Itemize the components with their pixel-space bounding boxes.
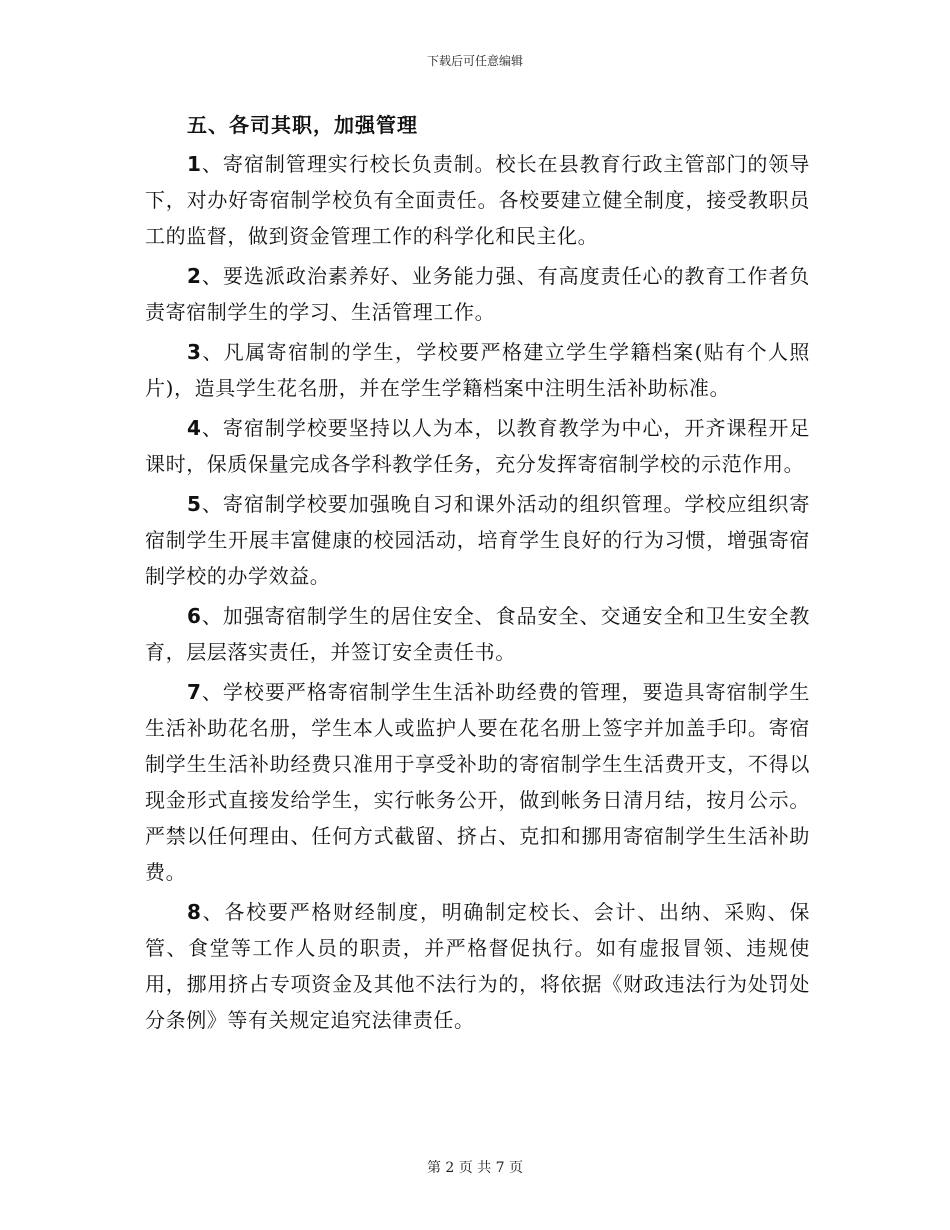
paragraph-number: 6 xyxy=(187,604,202,628)
paragraph-number: 4 xyxy=(187,416,202,440)
paragraph-number: 7 xyxy=(187,680,202,704)
paragraph-number: 3 xyxy=(187,340,202,364)
paragraph-2 xyxy=(145,258,810,330)
paragraph-number: 8 xyxy=(187,900,202,924)
paragraph-text: 、寄宿制学校要坚持以人为本，以教育教学为中心，开齐课程开足课时，保质保量完成各学科教学任务，充分发挥寄宿制学校的示范作用。 xyxy=(145,416,810,476)
paragraph-4 xyxy=(145,410,810,482)
header-note: 下载后可任意编辑 xyxy=(426,54,523,68)
paragraph-text: 、学校要严格寄宿制学生生活补助经费的管理，要造具寄宿制学生生活补助花名册，学生本人或监护人要在花名册上签字并加盖手印。寄宿制学生生活补助经费只准用于享受补助的寄宿制学生生活费开支，不得以现金形式直接发给学生，实行帐务公开，做到帐务日清月结，按月公示。严禁以任何理由、任何方式截留、挤占、克扣和挪用寄宿制学生生活补助费。 xyxy=(145,680,810,884)
paragraph-text: 、要选派政治素养好、业务能力强、有高度责任心的教育工作者负责寄宿制学生的学习、生活管理工作。 xyxy=(145,264,810,324)
paragraph-1 xyxy=(145,146,810,254)
section-title: 五、各司其职，加强管理 xyxy=(187,113,418,137)
paragraph-3 xyxy=(145,334,810,406)
page-footer: 第 2 页 共 7 页 xyxy=(426,1160,524,1176)
paragraph-text: 、凡属寄宿制的学生，学校要严格建立学生学籍档案(贴有个人照片)，造具学生花名册，并在学生学籍档案中注明生活补助标准。 xyxy=(145,340,810,400)
paragraph-text: 、寄宿制管理实行校长负责制。校长在县教育行政主管部门的领导下，对办好寄宿制学校负有全面责任。各校要建立健全制度，接受教职员工的监督，做到资金管理工作的科学化和民主化。 xyxy=(145,152,810,248)
paragraph-5 xyxy=(145,486,810,594)
paragraph-number: 5 xyxy=(187,492,202,516)
paragraph-text: 、寄宿制学校要加强晚自习和课外活动的组织管理。学校应组织寄宿制学生开展丰富健康的校园活动，培育学生良好的行为习惯，增强寄宿制学校的办学效益。 xyxy=(145,492,810,588)
paragraph-8 xyxy=(145,894,810,1038)
paragraph-number: 1 xyxy=(187,152,202,176)
paragraph-text: 、各校要严格财经制度，明确制定校长、会计、出纳、采购、保管、食堂等工作人员的职责，并严格督促执行。如有虚报冒领、违规使用，挪用挤占专项资金及其他不法行为的，将依据《财政违法行为处罚处分条例》等有关规定追究法律责任。 xyxy=(145,900,810,1032)
paragraph-6 xyxy=(145,598,810,670)
paragraph-text: 、加强寄宿制学生的居住安全、食品安全、交通安全和卫生安全教育，层层落实责任，并签订安全责任书。 xyxy=(145,604,810,664)
paragraph-7 xyxy=(145,674,810,890)
paragraph-number: 2 xyxy=(187,264,202,288)
document-body xyxy=(145,108,810,1042)
